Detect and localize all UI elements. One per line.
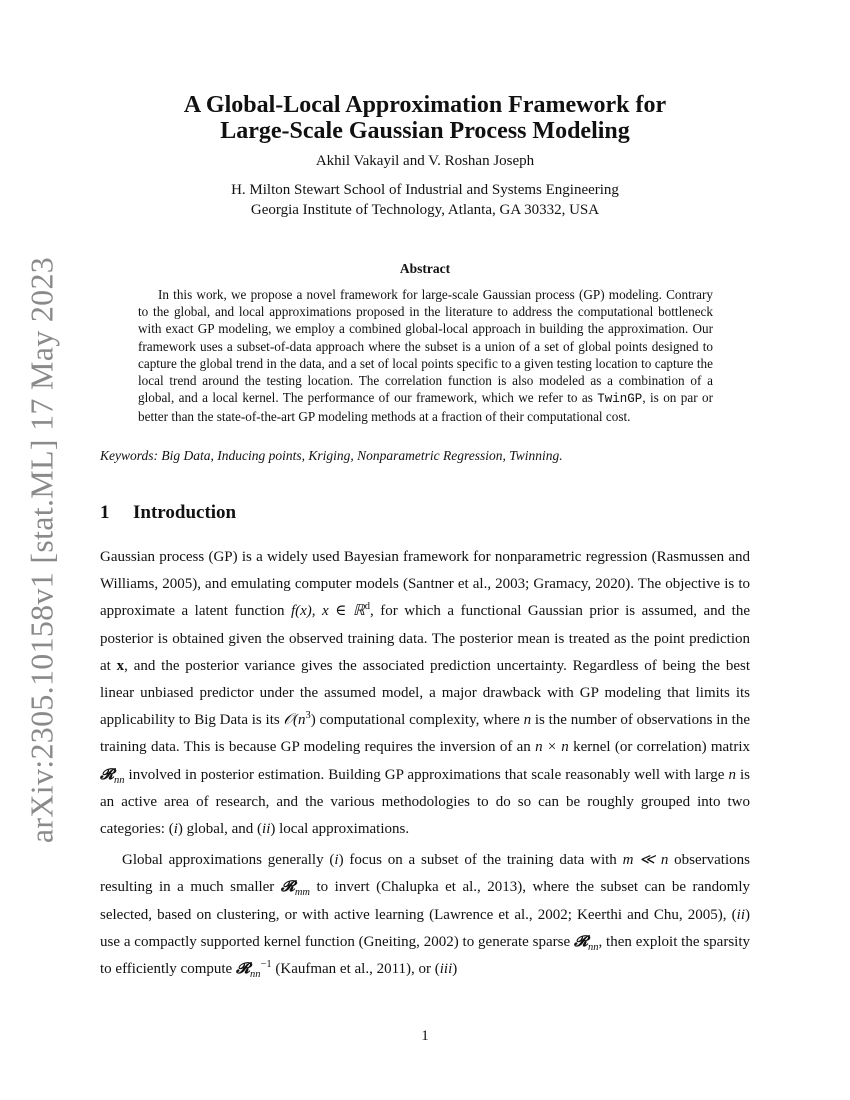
author-affiliation [100, 180, 750, 220]
section-heading-introduction [100, 502, 236, 524]
math-m-much-less-n: m ≪ n [622, 852, 669, 869]
abstract-heading: Abstract [399, 261, 451, 276]
abstract-text-part-2: , is on par or better than the state-of-the-art GP modeling methods at a fraction of their computational cost. [138, 390, 713, 425]
title-line-2: Large-Scale Gaussian Process Modeling [220, 118, 630, 144]
intro-paragraph-1: Gaussian process (GP) is a widely used Bayesian framework for nonparametric regression (Rasmussen and Williams, 2005), and emulating computer models (Santner et al., 2003; Gramacy, 2020). The objective is to approximate a latent function f(x), x ∈ ℝ$^d$, for which a functional Gaussian prior is assumed, and the posterior is obtained given the observed training data. The posterior mean is treated as the point prediction at x, and the posterior variance gives the associated prediction uncertainty. Regardless of being the best linear unbiased predictor under the assumed model, a major drawback with GP modeling that limits its applicability to Big Data is its $𝒪(n^3)$ computational complexity, where n is the number of observations in the training data. This is because GP modeling requires the inversion of an n × n kernel (or correlation) matrix 𝓡$_{nn}$ involved in posterior estimation. Building GP approximations that scale reasonably well with large n is an active area of research, and the various methodologies to do so can be roughly grouped into two categories: (i) global, and (ii) local approximations. [100, 549, 751, 838]
paper-authors: Akhil Vakayil and V. Roshan Joseph [315, 153, 535, 169]
arxiv-identifier-sidebar: arXiv:2305.10158v1 [stat.ML] 17 May 2023 [23, 256, 60, 844]
affiliation-line-1: H. Milton Stewart School of Industrial and Systems Engineering [231, 182, 619, 198]
math-n-by-n: n × n [535, 739, 569, 756]
method-name: TwinGP [597, 392, 643, 407]
keywords-line: Keywords: Big Data, Inducing points, Kriging, Nonparametric Regression, Twinning. [100, 448, 563, 463]
math-kernel-matrix: 𝓡 [100, 766, 115, 783]
math-kernel-inverse: 𝓡 [235, 961, 250, 978]
math-fx: f(x), x ∈ ℝ [290, 603, 365, 620]
section-number: 1 [100, 502, 110, 523]
title-line-1: A Global-Local Approximation Framework for [183, 92, 667, 118]
abstract-body [138, 286, 713, 426]
introduction-body [100, 544, 750, 983]
affiliation-line-2: Georgia Institute of Technology, Atlanta, GA 30332, USA [250, 202, 600, 218]
math-complexity: 𝒪(n [283, 712, 306, 729]
paper-title [100, 92, 750, 144]
abstract-text-part-1: In this work, we propose a novel framework for large-scale Gaussian process (GP) modeling. Contrary to the global, and local approximations proposed in the literature to address the computational bottleneck with exact GP modeling, we employ a combined global-local approach in building the approximation. Our framework uses a subset-of-data approach where the subset is a union of a set of global points designed to capture the global trend in the data, and a set of local points specific to a given testing location to capture the local trend around the testing location. The correlation function is also modeled as a combination of a global, and a local kernel. The performance of our framework, which we refer to as [138, 287, 713, 406]
section-title: Introduction [133, 502, 237, 523]
page-number: 1 [421, 1028, 429, 1044]
intro-paragraph-2: Global approximations generally (i) focus on a subset of the training data with m ≪ n observations resulting in a much smaller 𝓡$_{mm}$ to invert (Chalupka et al., 2013), where the subset can be randomly selected, based on clustering, or with active learning (Lawrence et al., 2002; Keerthi and Chu, 2005), (ii) use a compactly supported kernel function (Gneiting, 2002) to generate sparse 𝓡$_{nn}$, then exploit the sparsity to efficiently compute 𝓡$_{nn}^{-1}$ (Kaufman et al., 2011), or (iii) [100, 852, 750, 981]
math-x: x [116, 657, 125, 674]
